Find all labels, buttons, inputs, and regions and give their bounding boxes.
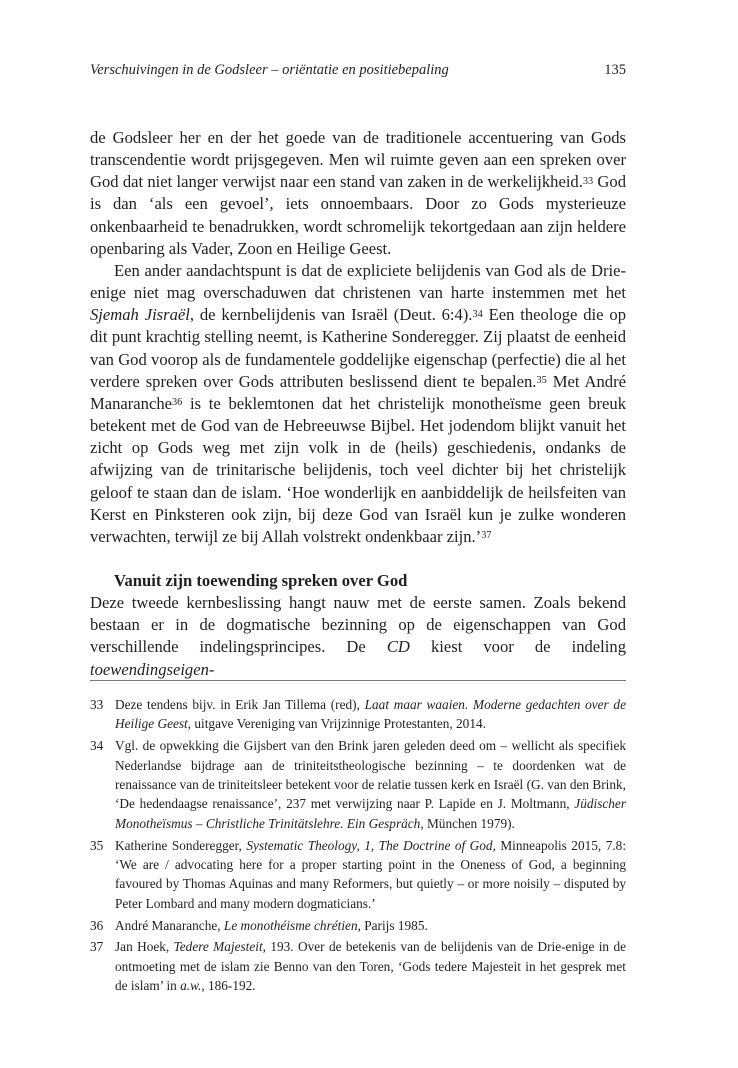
section-gap (90, 548, 626, 570)
footnote-number: 34 (90, 738, 104, 754)
running-head-title: Verschuivingen in de Godsleer – oriëntatie en positiebepaling (90, 62, 449, 78)
footnotes (90, 695, 626, 998)
footnote-divider (90, 680, 626, 681)
running-head (90, 62, 626, 86)
paragraph: Een ander aandachtspunt is dat de expliciete belijdenis van God als de Drie-enige niet mag overschaduwen dat christenen van harte instemmen met het Sjemah Jisraël, de kernbelijdenis van Israël (Deut. 6:4).$^{34}$ Een theologe die op dit punt krachtig stelling neemt, is Katherine Sonderegger. Zij plaatst de eenheid van God voorop als de fundamentele goddelijke eigenschap (perfectie) die al het verdere spreken over Gods attributen beslissend dient te bepalen.$^{35}$ Met André Manaranche$^{36}$ is te beklemtonen dat het christelijk monotheïsme geen breuk betekent met de God van de Hebreeuwse Bijbel. Het jodendom blijkt vanuit het zicht op Gods weg met zijn volk in de (heils) geschiedenis, ondanks de afwijzing van de trinitarische belijdenis, toch veel dichter bij het christelijk geloof te staan dan de islam. ‘Hoe wonderlijk en aanbiddelijk de heilsfeiten van Kerst en Pinksteren ook zijn, bij deze God van Israël kun je zulke wonderen verwachten, terwijl ze bij Allah volstrekt ondenkbaar zijn.’$^{37}$ (90, 260, 626, 546)
footnote: 35 Katherine Sonderegger, Systematic Theology, 1, The Doctrine of God, Minneapolis 2015, 7.8: ‘We are / advocating here for a proper starting point in the Oneness of God, a beginning favoured by Thomas Aquinas and many Reformers, but quietly – or more noisily – disputed by Peter Lombard and many modern dogmaticians.’ (90, 837, 627, 911)
footnote: 34 Vgl. de opwekking die Gijsbert van den Brink jaren geleden deed om – wellicht als specifiek Nederlandse bijdrage aan de triniteitstheologische bezinning – te doordenken wat de renaissance van de triniteitsleer betekent voor de relatie tussen kerk en Israël (G. van den Brink, ‘De hedendaagse renaissance’, 237 met verwijzing naar P. Lapide en J. Moltmann, Jüdischer Monotheïsmus – Christliche Trinitätslehre. Ein Gespräch, München 1979). (90, 738, 626, 831)
footnote-ref[interactable]: 36 (172, 397, 183, 409)
footnote-number: 35 (90, 837, 104, 853)
footnote: 33 Deze tendens bijv. in Erik Jan Tillema (red), Laat maar waaien. Moderne gedachten over de Heilige Geest, uitgave Vereniging van Vrijzinnige Protestanten, 2014. (90, 697, 626, 732)
footnote: 37 Jan Hoek, Tedere Majesteit, 193. Over de betekenis van de belijdenis van de Drie-enige in de ontmoeting met de islam zie Benno van den Toren, ‘Gods tedere Majesteit in het gesprek met de islam’ in a.w., 186-192. (90, 939, 626, 994)
section-heading: Vanuit zijn toewending spreken over God (114, 570, 408, 590)
footnote-ref[interactable]: 33 (582, 175, 594, 187)
body-text (90, 127, 626, 681)
footnote-ref[interactable]: 37 (481, 530, 492, 542)
footnote-number: 33 (90, 697, 104, 712)
footnote-ref[interactable]: 35 (536, 375, 547, 387)
footnote-number: 36 (90, 917, 104, 933)
footnote: 36 André Manaranche, Le monothéisme chrétien, Parijs 1985. (90, 916, 626, 935)
footnote-ref[interactable]: 34 (472, 308, 483, 320)
page-number: 135 (604, 62, 626, 78)
paragraph: de Godsleer her en der het goede van de traditionele accentuering van Gods transcendentie wordt prijsgegeven. Men wil ruimte geven aan een spreken over God dat niet langer verwijst naar een stand van zaken in de werkelijkheid.$^{33}$ God is dan ‘als een gevoel’, iets onnoembaars. Door zo Gods mysterieuze onkenbaarheid te benadrukken, wordt schromelijk tekortgedaan aan zijn heldere openbaring als Vader, Zoon en Heilige Geest. (90, 128, 627, 258)
paragraph: Deze tweede kernbeslissing hangt nauw met de eerste samen. Zoals bekend bestaan er in de dogmatische bezinning op de eigenschappen van God verschillende indelingsprincipes. De CD kiest voor de indeling toewendingseigen- (90, 593, 626, 679)
footnote-number: 37 (90, 939, 104, 955)
